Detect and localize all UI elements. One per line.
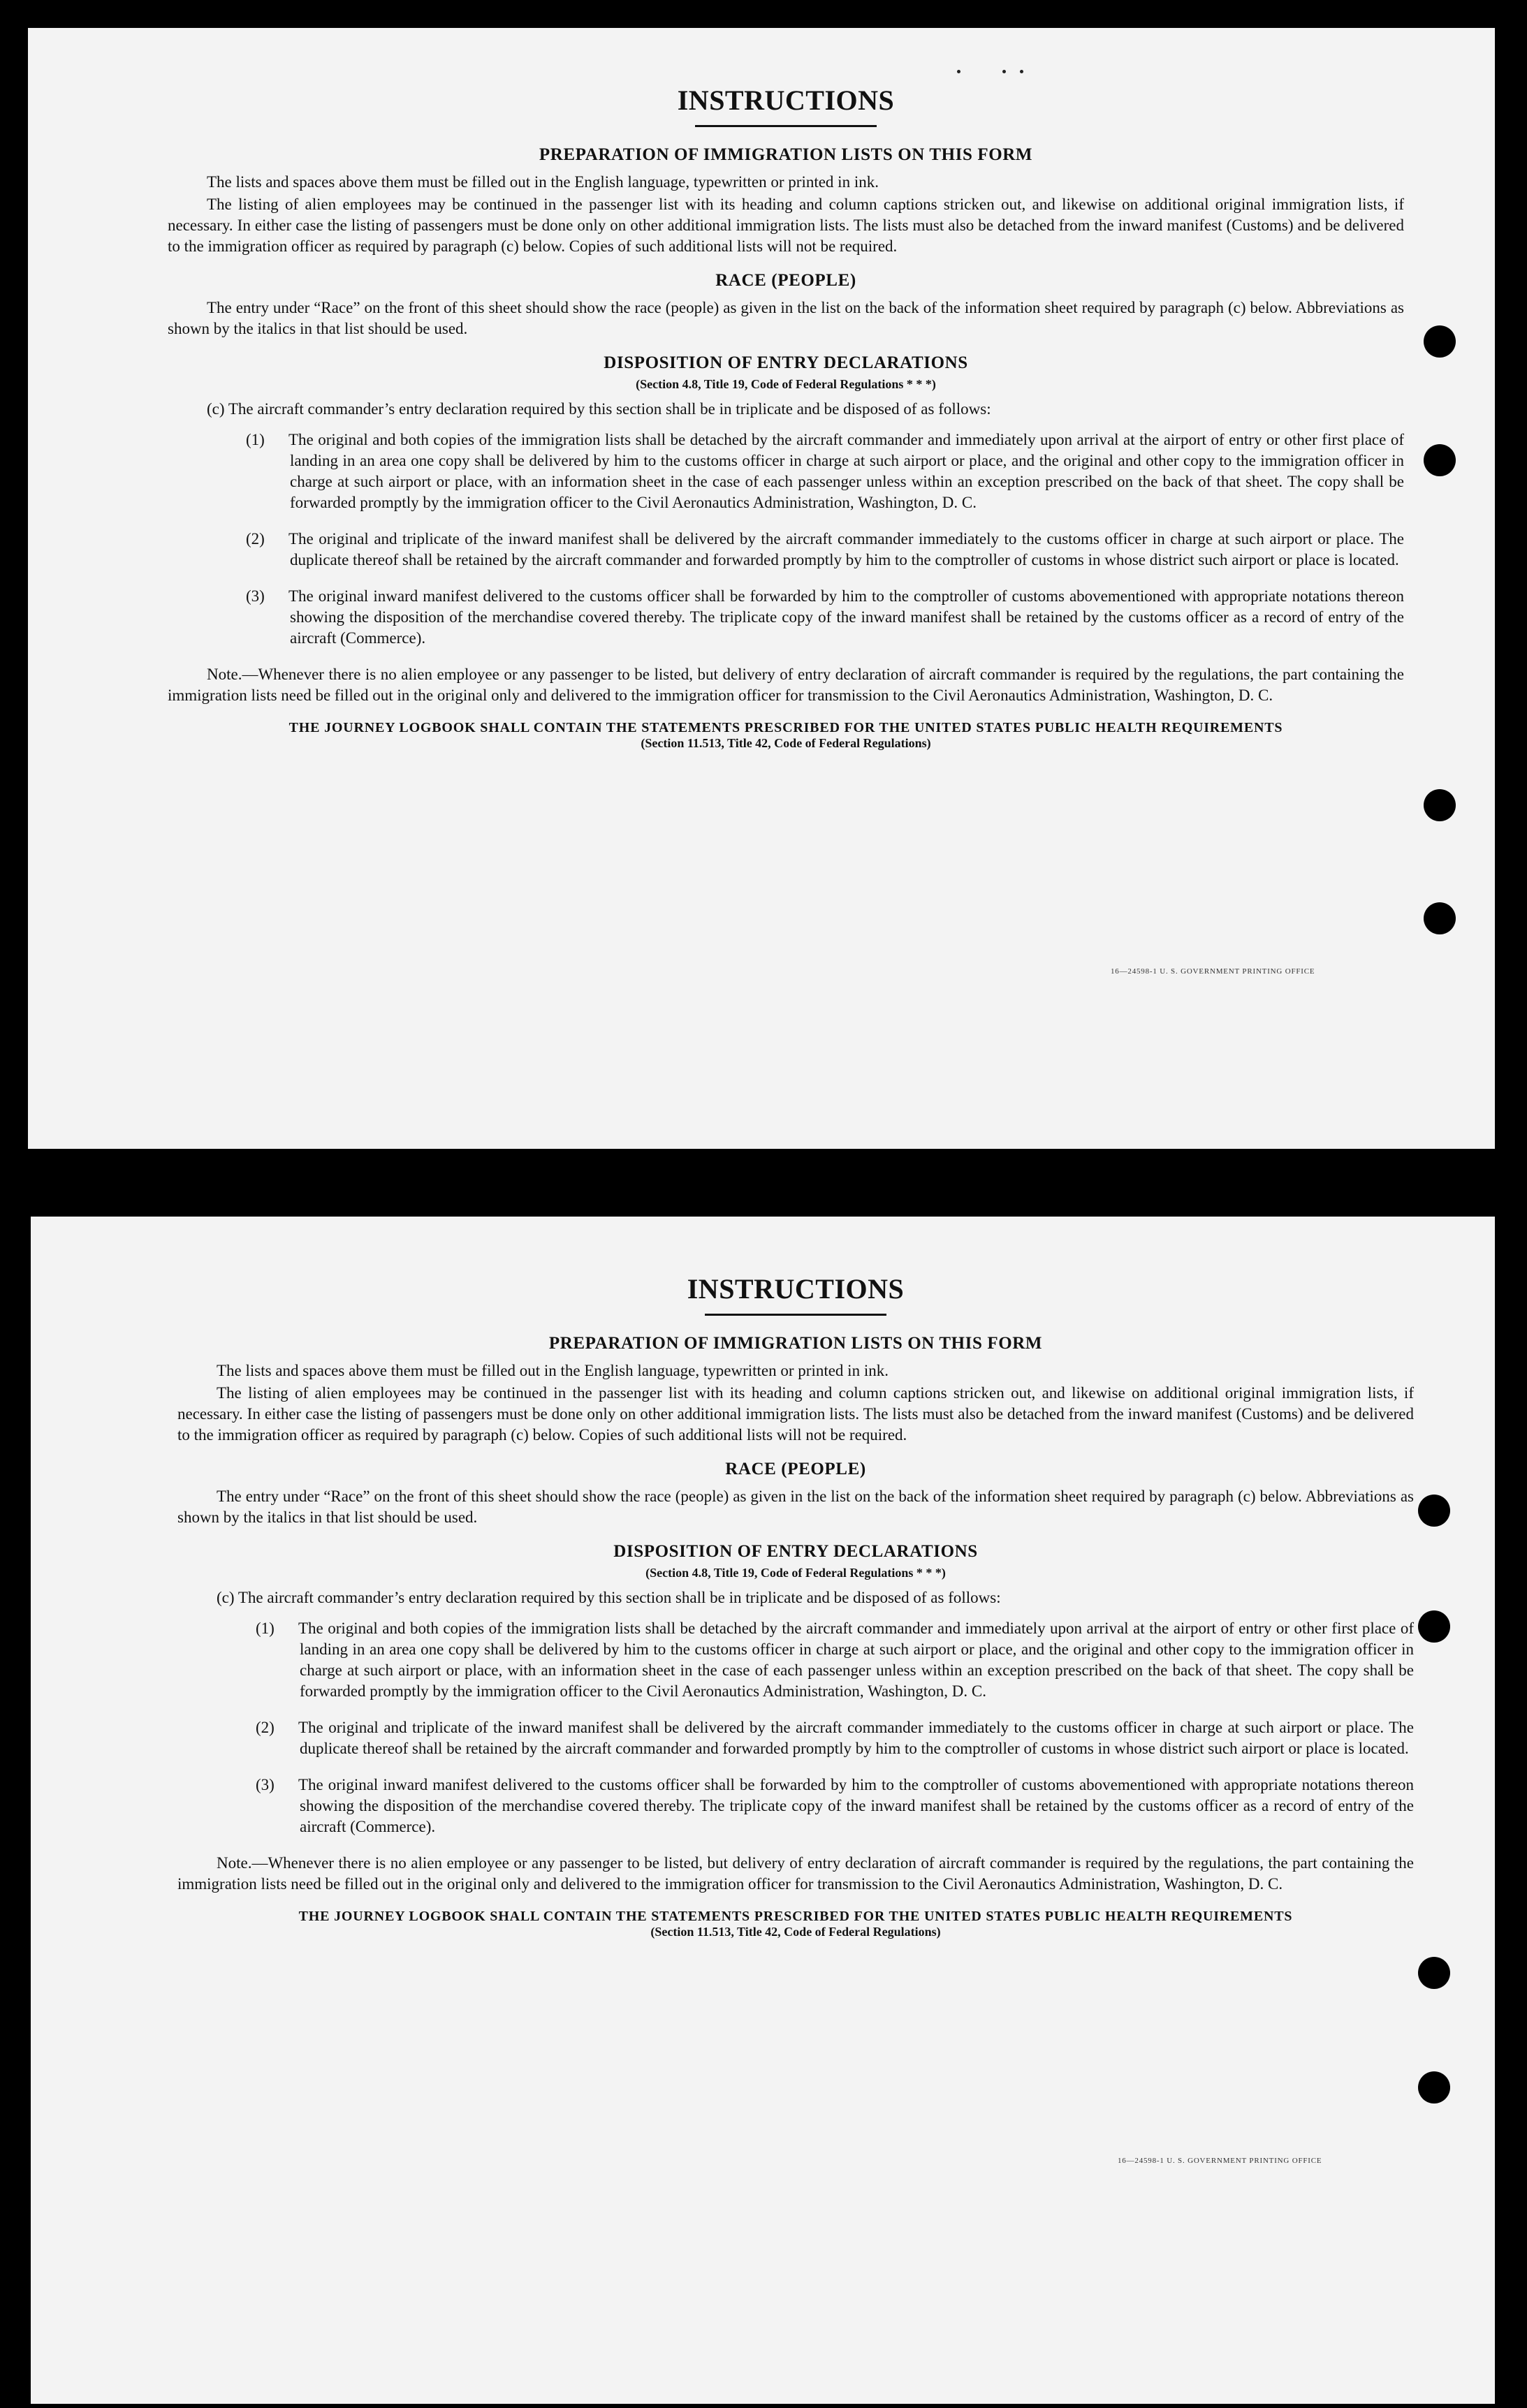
paragraph: The entry under “Race” on the front of this sheet should show the race (people) as given in the list on the back of the information sheet required by paragraph (c) below. Abbreviations as shown by the italics in that list should be used. — [168, 299, 1404, 337]
paragraph: The entry under “Race” on the front of this sheet should show the race (people) as given in the list on the back of the information sheet required by paragraph (c) below. Abbreviations as shown by the italics in that list should be used. — [177, 1488, 1414, 1526]
list-item — [177, 1618, 1414, 1702]
page-1-content — [168, 84, 1404, 758]
journey-logbook-heading: THE JOURNEY LOGBOOK SHALL CONTAIN THE STATEMENTS PRESCRIBED FOR THE UNITED STATES PUBLIC HEALTH REQUIREMENTS — [288, 720, 1283, 735]
paragraph: The listing of alien employees may be continued in the passenger list with its heading and column captions stricken out, and likewise on additional original immigration lists, if necessary. In either case the listing of passengers must be done only on other additional immigration lists. The lists must also be detached from the inward manifest (Customs) and be delivered to the immigration officer as required by paragraph (c) below. Copies of such additional lists will not be required. — [177, 1384, 1414, 1444]
section-heading-disposition: DISPOSITION OF ENTRY DECLARATIONS — [604, 353, 968, 372]
journey-citation: (Section 11.513, Title 42, Code of Federal Regulations) — [641, 736, 931, 750]
section-heading-immigration-lists: PREPARATION OF IMMIGRATION LISTS ON THIS FORM — [548, 1334, 1043, 1353]
list-item-number: (2) — [246, 530, 265, 548]
punch-hole — [1418, 1610, 1450, 1643]
section-citation: (Section 4.8, Title 19, Code of Federal Regulations * * *) — [645, 1566, 946, 1580]
printer-imprint: 16—24598-1 U. S. GOVERNMENT PRINTING OFFICE — [1118, 2157, 1322, 2165]
list-item-text: The original and both copies of the immigration lists shall be detached by the aircraft commander and immediately upon arrival at the airport of entry or other first place of landing in an area one copy shall be delivered by him to the customs officer in charge at such airport or place, and the original and other copy to the immigration officer in charge at such airport or place, with an information sheet in the case of each passenger unless within an exception prescribed on the back of that sheet. The copy shall be forwarded promptly by the immigration officer to the Civil Aeronautics Administration, Washington, D. C. — [298, 1620, 1414, 1700]
page-2-content — [177, 1272, 1414, 1946]
title-underline — [695, 125, 877, 127]
list-item-number: (1) — [256, 1620, 275, 1637]
scan-speck — [1002, 70, 1006, 73]
list-item-text: The original and both copies of the immigration lists shall be detached by the aircraft commander and immediately upon arrival at the airport of entry or other first place of landing in an area one copy shall be delivered by him to the customs officer in charge at such airport or place, and the original and other copy to the immigration officer in charge at such airport or place, with an information sheet in the case of each passenger unless within an exception prescribed on the back of that sheet. The copy shall be forwarded promptly by the immigration officer to the Civil Aeronautics Administration, Washington, D. C. — [288, 431, 1404, 511]
paragraph-c: (c) The aircraft commander’s entry declaration required by this section shall be in triplicate and be disposed of as follows: — [217, 1589, 1001, 1606]
page-title: INSTRUCTIONS — [677, 85, 895, 116]
section-citation: (Section 4.8, Title 19, Code of Federal Regulations * * *) — [636, 377, 936, 391]
list-item-number: (1) — [246, 431, 265, 448]
document-page-1 — [28, 28, 1495, 1149]
section-heading-race: RACE (PEOPLE) — [725, 1460, 866, 1478]
list-item — [168, 529, 1404, 571]
note-paragraph: Note.—Whenever there is no alien employee or any passenger to be listed, but delivery of entry declaration of aircraft commander is required by the regulations, the part containing the immigration lists need be filled out in the original only and delivered to the immigration officer for transmission to the Civil Aeronautics Administration, Washington, D. C. — [168, 666, 1404, 704]
punch-hole — [1424, 902, 1456, 934]
section-heading-race: RACE (PEOPLE) — [715, 271, 856, 290]
list-item — [168, 586, 1404, 649]
journey-logbook-heading: THE JOURNEY LOGBOOK SHALL CONTAIN THE STATEMENTS PRESCRIBED FOR THE UNITED STATES PUBLIC HEALTH REQUIREMENTS — [298, 1909, 1293, 1924]
scan-speck — [1020, 70, 1023, 73]
paragraph: The lists and spaces above them must be filled out in the English language, typewritten or printed in ink. — [217, 1362, 889, 1379]
list-item-number: (3) — [256, 1776, 275, 1793]
journey-citation: (Section 11.513, Title 42, Code of Federal Regulations) — [650, 1925, 941, 1939]
list-item-number: (2) — [256, 1719, 275, 1736]
punch-hole — [1418, 1957, 1450, 1989]
list-item-text: The original inward manifest delivered to the customs officer shall be forwarded by him to the comptroller of customs abovementioned with appropriate notations thereon showing the disposition of the merchandise covered thereby. The triplicate copy of the inward manifest shall be retained by the customs officer as a record of entry of the aircraft (Commerce). — [298, 1776, 1414, 1835]
punch-hole — [1418, 2071, 1450, 2104]
list-item-text: The original and triplicate of the inward manifest shall be delivered by the aircraft commander immediately to the customs officer in charge at such airport or place. The duplicate thereof shall be retained by the aircraft commander and forwarded promptly by him to the comptroller of customs in whose district such airport or place is located. — [288, 530, 1404, 568]
section-heading-disposition: DISPOSITION OF ENTRY DECLARATIONS — [613, 1542, 978, 1561]
note-paragraph: Note.—Whenever there is no alien employee or any passenger to be listed, but delivery of entry declaration of aircraft commander is required by the regulations, the part containing the immigration lists need be filled out in the original only and delivered to the immigration officer for transmission to the Civil Aeronautics Administration, Washington, D. C. — [177, 1854, 1414, 1893]
scan-speck — [957, 70, 960, 73]
punch-hole — [1424, 325, 1456, 358]
document-page-2 — [31, 1217, 1495, 2404]
printer-imprint: 16—24598-1 U. S. GOVERNMENT PRINTING OFFICE — [1111, 967, 1315, 976]
list-item — [168, 430, 1404, 513]
list-item — [177, 1717, 1414, 1759]
paragraph: The lists and spaces above them must be filled out in the English language, typewritten or printed in ink. — [207, 173, 879, 191]
paragraph-c: (c) The aircraft commander’s entry declaration required by this section shall be in triplicate and be disposed of as follows: — [207, 400, 991, 418]
list-item-text: The original inward manifest delivered to the customs officer shall be forwarded by him to the comptroller of customs abovementioned with appropriate notations thereon showing the disposition of the merchandise covered thereby. The triplicate copy of the inward manifest shall be retained by the customs officer as a record of entry of the aircraft (Commerce). — [288, 587, 1404, 647]
title-underline — [705, 1314, 886, 1316]
list-item-text: The original and triplicate of the inward manifest shall be delivered by the aircraft commander immediately to the customs officer in charge at such airport or place. The duplicate thereof shall be retained by the aircraft commander and forwarded promptly by him to the comptroller of customs in whose district such airport or place is located. — [298, 1719, 1414, 1757]
punch-hole — [1418, 1495, 1450, 1527]
punch-hole — [1424, 789, 1456, 821]
page-title: INSTRUCTIONS — [687, 1273, 905, 1305]
list-item-number: (3) — [246, 587, 265, 605]
punch-hole — [1424, 444, 1456, 476]
paragraph: The listing of alien employees may be continued in the passenger list with its heading and column captions stricken out, and likewise on additional original immigration lists, if necessary. In either case the listing of passengers must be done only on other additional immigration lists. The lists must also be detached from the inward manifest (Customs) and be delivered to the immigration officer as required by paragraph (c) below. Copies of such additional lists will not be required. — [168, 196, 1404, 255]
list-item — [177, 1775, 1414, 1837]
section-heading-immigration-lists: PREPARATION OF IMMIGRATION LISTS ON THIS FORM — [539, 145, 1033, 164]
